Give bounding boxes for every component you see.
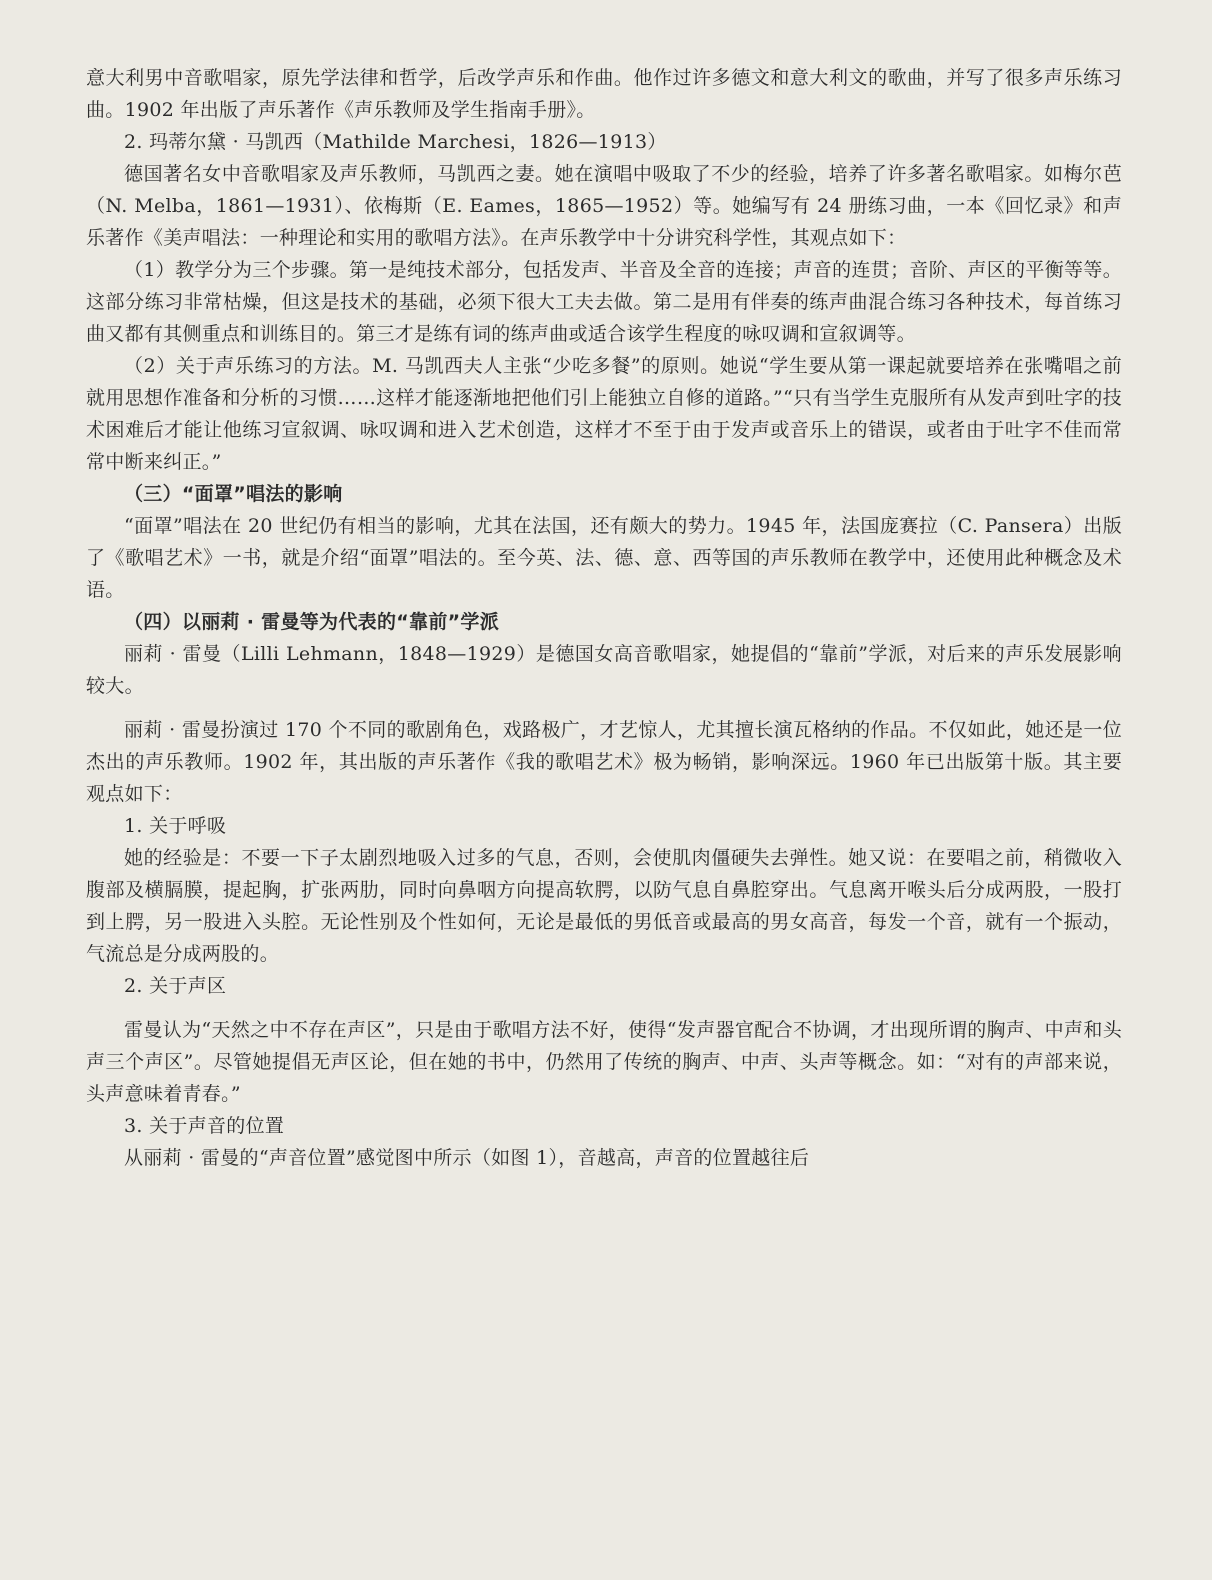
subheading-registers: 2. 关于声区 [124,975,227,997]
paragraph-marchesi-salvatore: 意大利男中音歌唱家，原先学法律和哲学，后改学声乐和作曲。他作过许多德文和意大利文的歌曲，并写了很多声乐练习曲。1902 年出版了声乐著作《声乐教师及学生指南手册》。 [86,67,1122,121]
paragraph-breathing: 她的经验是：不要一下子太剧烈地吸入过多的气息，否则，会使肌肉僵硬失去弹性。她又说：在要唱之前，稍微收入腹部及横膈膜，提起胸，扩张两肋，同时向鼻咽方向提高软腭，以防气息自鼻腔穿出。气息离开喉头后分成两股，一股打到上腭，另一股进入头腔。无论性别及个性如何，无论是最低的男低音或最高的男女高音，每发一个音，就有一个振动，气流总是分成两股的。 [86,847,1122,965]
section-heading-mask-singing: （三）“面罩”唱法的影响 [124,483,343,505]
paragraph-registers: 雷曼认为“天然之中不存在声区”，只是由于歌唱方法不好，使得“发声器官配合不协调，才出现所谓的胸声、中声和头声三个声区”。尽管她提倡无声区论，但在她的书中，仍然用了传统的胸声、中声、头声等概念。如：“对有的声部来说，头声意味着青春。” [86,1019,1122,1105]
paragraph-practice-method: （2）关于声乐练习的方法。M. 马凯西夫人主张“少吃多餐”的原则。她说“学生要从第一课起就要培养在张嘴唱之前就用思想作准备和分析的习惯……这样才能逐渐地把他们引上能独立自修的道路。”“只有当学生克服所有从发声到吐字的技术困难后才能让他练习宣叙调、咏叹调和进入艺术创造，这样才不至于由于发声或音乐上的错误，或者由于吐字不佳而常常中断来纠正。” [86,355,1122,473]
subheading-voice-position: 3. 关于声音的位置 [124,1115,285,1137]
paragraph-lehmann-intro: 丽莉 · 雷曼（Lilli Lehmann，1848—1929）是德国女高音歌唱家，她提倡的“靠前”学派，对后来的声乐发展影响较大。 [86,643,1122,697]
paragraph-voice-position: 从丽莉 · 雷曼的“声音位置”感觉图中所示（如图 1），音越高，声音的位置越往后 [124,1147,810,1169]
spacer [86,1002,1122,1014]
paragraph-lehmann-career: 丽莉 · 雷曼扮演过 170 个不同的歌剧角色，戏路极广，才艺惊人，尤其擅长演瓦格纳的作品。不仅如此，她还是一位杰出的声乐教师。1902 年，其出版的声乐著作《我的歌唱艺术》极为畅销，影响深远。1960 年已出版第十版。其主要观点如下： [86,719,1122,805]
subheading-mathilde-marchesi: 2. 玛蒂尔黛 · 马凯西（Mathilde Marchesi，1826—1913） [124,131,667,153]
section-heading-forward-school: （四）以丽莉 · 雷曼等为代表的“靠前”学派 [124,611,500,633]
spacer [86,702,1122,714]
paragraph-mask-singing: “面罩”唱法在 20 世纪仍有相当的影响，尤其在法国，还有颇大的势力。1945 年，法国庞赛拉（C. Pansera）出版了《歌唱艺术》一书，就是介绍“面罩”唱法的。至今英、法、德、意、西等国的声乐教师在教学中，还使用此种概念及术语。 [86,515,1122,601]
paragraph-teaching-steps: （1）教学分为三个步骤。第一是纯技术部分，包括发声、半音及全音的连接；声音的连贯；音阶、声区的平衡等等。这部分练习非常枯燥，但这是技术的基础，必须下很大工夫去做。第二是用有伴奏的练声曲混合练习各种技术，每首练习曲又都有其侧重点和训练目的。第三才是练有词的练声曲或适合该学生程度的咏叹调和宣叙调等。 [86,259,1122,345]
subheading-breathing: 1. 关于呼吸 [124,815,227,837]
paragraph-mathilde-intro: 德国著名女中音歌唱家及声乐教师，马凯西之妻。她在演唱中吸取了不少的经验，培养了许多著名歌唱家。如梅尔芭（N. Melba，1861—1931）、依梅斯（E. Eames，1865—1952）等。她编写有 24 册练习曲，一本《回忆录》和声乐著作《美声唱法：一种理论和实用的歌唱方法》。在声乐教学中十分讲究科学性，其观点如下： [86,163,1122,249]
